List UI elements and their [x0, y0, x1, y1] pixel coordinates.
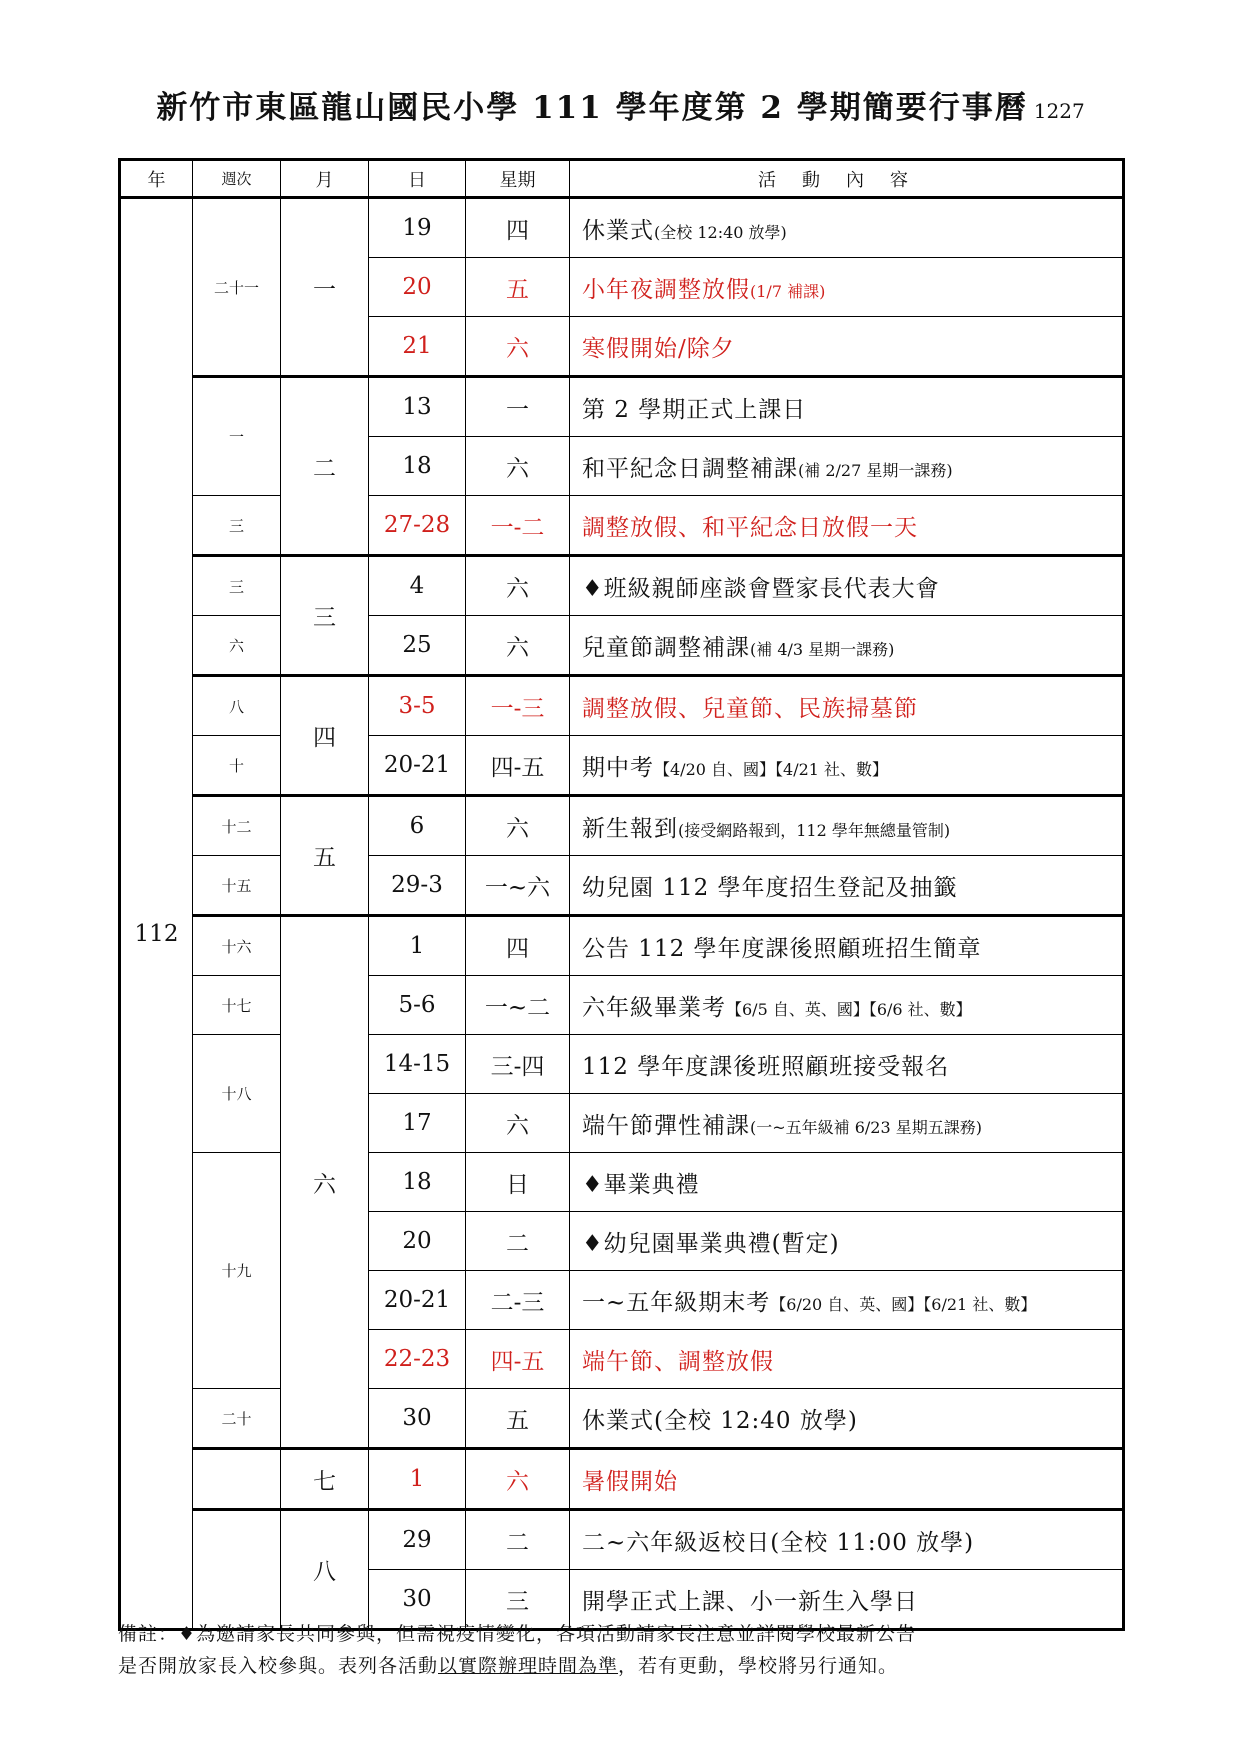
weekday-cell: 四: [466, 916, 570, 976]
table-row: [120, 1035, 1124, 1094]
activity-text: ♦畢業典禮: [582, 1171, 700, 1198]
week-cell: 三: [193, 556, 281, 616]
activity-cell: [570, 1271, 1124, 1330]
weekday-cell: 日: [466, 1153, 570, 1212]
month-cell: 六: [281, 916, 369, 1449]
activity-text: 期中考: [582, 754, 654, 781]
table-row: [120, 856, 1124, 916]
calendar-table: [118, 158, 1125, 1631]
activity-cell: [570, 1389, 1124, 1449]
activity-note: (補 2/27 星期一課務): [798, 460, 953, 480]
month-cell: 二: [281, 377, 369, 556]
activity-cell: [570, 1330, 1124, 1389]
header-week: 週次: [193, 160, 281, 198]
activity-text: 端午節、調整放假: [582, 1348, 774, 1375]
weekday-cell: 一-二: [466, 496, 570, 556]
date-cell: 21: [369, 317, 466, 377]
activity-cell: [570, 1510, 1124, 1570]
month-cell: 三: [281, 556, 369, 676]
weekday-cell: 三-四: [466, 1035, 570, 1094]
date-cell: 29: [369, 1510, 466, 1570]
activity-cell: [570, 1212, 1124, 1271]
header-month: 月: [281, 160, 369, 198]
table-row: [120, 676, 1124, 736]
activity-text: 和平紀念日調整補課: [582, 455, 798, 482]
weekday-cell: 三: [466, 1570, 570, 1630]
date-cell: 6: [369, 796, 466, 856]
week-cell: 十六: [193, 916, 281, 976]
activity-note: (接受網路報到，112 學年無總量管制): [678, 820, 951, 840]
week-cell: 三: [193, 496, 281, 556]
weekday-cell: 四: [466, 198, 570, 258]
date-cell: 20: [369, 1212, 466, 1271]
weekday-cell: 二-三: [466, 1271, 570, 1330]
week-cell: [193, 1449, 281, 1510]
table-row: [120, 736, 1124, 796]
weekday-cell: 六: [466, 317, 570, 377]
activity-text: 六年級畢業考: [582, 994, 726, 1021]
remarks-line-2-start: 是否開放家長入校參與。表列各活動: [118, 1655, 439, 1677]
date-cell: 18: [369, 1153, 466, 1212]
weekday-cell: 四-五: [466, 736, 570, 796]
activity-cell: [570, 317, 1124, 377]
week-cell: 八: [193, 676, 281, 736]
activity-note: 【6/5 自、英、國】【6/6 社、數】: [726, 999, 972, 1019]
activity-note: (全校 12:40 放學): [654, 222, 787, 242]
activity-cell: [570, 437, 1124, 496]
activity-text: 暑假開始: [582, 1468, 678, 1495]
weekday-cell: 五: [466, 1389, 570, 1449]
activity-text: 幼兒園 112 學年度招生登記及抽籤: [582, 874, 958, 901]
weekday-cell: 五: [466, 258, 570, 317]
activity-note: 【4/20 自、國】【4/21 社、數】: [654, 759, 889, 779]
date-cell: 3-5: [369, 676, 466, 736]
date-cell: 22-23: [369, 1330, 466, 1389]
month-cell: 七: [281, 1449, 369, 1510]
activity-cell: [570, 556, 1124, 616]
week-cell: 十九: [193, 1153, 281, 1389]
activity-cell: [570, 1094, 1124, 1153]
weekday-cell: 二: [466, 1212, 570, 1271]
title-text: 新竹市東區龍山國民小學 111 學年度第 2 學期簡要行事曆: [156, 90, 1028, 126]
table-row: [120, 1510, 1124, 1570]
activity-text: ♦幼兒園畢業典禮(暫定): [582, 1230, 840, 1257]
date-cell: 19: [369, 198, 466, 258]
activity-text: 112 學年度課後班照顧班接受報名: [582, 1053, 950, 1080]
weekday-cell: 四-五: [466, 1330, 570, 1389]
date-cell: 30: [369, 1389, 466, 1449]
month-cell: 四: [281, 676, 369, 796]
weekday-cell: 一~二: [466, 976, 570, 1035]
activity-text: 休業式: [582, 217, 654, 244]
activity-text: 端午節彈性補課: [582, 1112, 750, 1139]
weekday-cell: 六: [466, 556, 570, 616]
weekday-cell: 六: [466, 1094, 570, 1153]
activity-text: 一~五年級期末考: [582, 1289, 771, 1316]
month-cell: 一: [281, 198, 369, 377]
header-weekday: 星期: [466, 160, 570, 198]
date-cell: 4: [369, 556, 466, 616]
activity-text: ♦班級親師座談會暨家長代表大會: [582, 575, 940, 602]
weekday-cell: 一: [466, 377, 570, 437]
activity-text: 調整放假、兒童節、民族掃墓節: [582, 695, 918, 722]
page-title: [0, 82, 1241, 127]
week-cell: [193, 1510, 281, 1630]
month-cell: 五: [281, 796, 369, 916]
date-cell: 1: [369, 1449, 466, 1510]
table-row: [120, 1153, 1124, 1212]
date-cell: 27-28: [369, 496, 466, 556]
week-cell: 二十一: [193, 198, 281, 377]
date-cell: 1: [369, 916, 466, 976]
activity-cell: [570, 1035, 1124, 1094]
header-row: [120, 160, 1124, 198]
date-cell: 18: [369, 437, 466, 496]
activity-note: (一~五年級補 6/23 星期五課務): [750, 1117, 982, 1137]
activity-text: 小年夜調整放假: [582, 276, 750, 303]
week-cell: 一: [193, 377, 281, 496]
weekday-cell: 二: [466, 1510, 570, 1570]
activity-text: 第 2 學期正式上課日: [582, 396, 807, 423]
activity-cell: [570, 496, 1124, 556]
activity-note: (補 4/3 星期一課務): [750, 639, 895, 659]
header-year: 年: [120, 160, 193, 198]
header-content: 活動內容: [570, 160, 1124, 198]
table-row: [120, 916, 1124, 976]
activity-cell: [570, 796, 1124, 856]
year-cell: 112: [120, 198, 193, 1630]
activity-cell: [570, 856, 1124, 916]
activity-text: 公告 112 學年度課後照顧班招生簡章: [582, 935, 982, 962]
table-row: [120, 796, 1124, 856]
activity-cell: [570, 916, 1124, 976]
remarks-line-1: 備註：♦為邀請家長共同參與，但需視疫情變化，各項活動請家長注意並詳閱學校最新公告: [118, 1623, 917, 1645]
week-cell: 十二: [193, 796, 281, 856]
table-row: [120, 496, 1124, 556]
table-row: [120, 1449, 1124, 1510]
date-cell: 20-21: [369, 1271, 466, 1330]
header-day: 日: [369, 160, 466, 198]
weekday-cell: 一-三: [466, 676, 570, 736]
table-row: [120, 377, 1124, 437]
table-row: [120, 1389, 1124, 1449]
activity-cell: [570, 1153, 1124, 1212]
weekday-cell: 六: [466, 437, 570, 496]
remarks: [118, 1618, 1128, 1682]
week-cell: 十五: [193, 856, 281, 916]
date-cell: 29-3: [369, 856, 466, 916]
activity-cell: [570, 976, 1124, 1035]
remarks-line-2: [118, 1650, 1128, 1682]
table-row: [120, 976, 1124, 1035]
week-cell: 十: [193, 736, 281, 796]
activity-note: (1/7 補課): [750, 281, 826, 301]
week-cell: 六: [193, 616, 281, 676]
date-cell: 20: [369, 258, 466, 317]
date-cell: 20-21: [369, 736, 466, 796]
date-cell: 5-6: [369, 976, 466, 1035]
month-cell: 八: [281, 1510, 369, 1630]
date-cell: 13: [369, 377, 466, 437]
week-cell: 十七: [193, 976, 281, 1035]
activity-text: 二~六年級返校日(全校 11:00 放學): [582, 1529, 975, 1556]
activity-cell: [570, 616, 1124, 676]
table-row: [120, 616, 1124, 676]
activity-text: 休業式(全校 12:40 放學): [582, 1407, 858, 1434]
weekday-cell: 一~六: [466, 856, 570, 916]
date-cell: 14-15: [369, 1035, 466, 1094]
weekday-cell: 六: [466, 616, 570, 676]
remarks-underlined: 以實際辦理時間為準: [438, 1655, 619, 1677]
weekday-cell: 六: [466, 796, 570, 856]
activity-text: 兒童節調整補課: [582, 634, 750, 661]
activity-cell: [570, 676, 1124, 736]
activity-cell: [570, 198, 1124, 258]
activity-text: 寒假開始/除夕: [582, 335, 735, 362]
table-row: [120, 198, 1124, 258]
table-row: [120, 556, 1124, 616]
week-cell: 十八: [193, 1035, 281, 1153]
activity-text: 調整放假、和平紀念日放假一天: [582, 514, 918, 541]
activity-cell: [570, 736, 1124, 796]
weekday-cell: 六: [466, 1449, 570, 1510]
activity-cell: [570, 258, 1124, 317]
activity-cell: [570, 1449, 1124, 1510]
doc-code: 1227: [1033, 99, 1085, 123]
activity-text: 新生報到: [582, 815, 678, 842]
activity-cell: [570, 377, 1124, 437]
date-cell: 30: [369, 1570, 466, 1630]
activity-note: 【6/20 自、英、國】【6/21 社、數】: [770, 1294, 1037, 1314]
week-cell: 二十: [193, 1389, 281, 1449]
date-cell: 25: [369, 616, 466, 676]
remarks-line-2-end: ，若有更動，學校將另行通知。: [618, 1655, 899, 1677]
activity-text: 開學正式上課、小一新生入學日: [582, 1588, 918, 1615]
date-cell: 17: [369, 1094, 466, 1153]
